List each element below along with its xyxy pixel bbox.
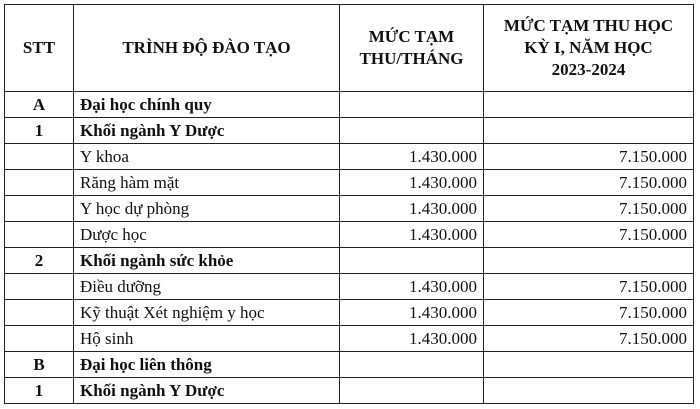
- row-monthly-fee-cell: 1.430.000: [340, 170, 484, 196]
- row-name-cell: Dược học: [74, 222, 340, 248]
- row-semester-fee-cell: 7.150.000: [484, 144, 694, 170]
- tuition-table: [4, 4, 694, 404]
- row-stt-cell: 1: [5, 118, 74, 144]
- row-name-cell: Khối ngành Y Dược: [74, 118, 340, 144]
- row-semester-fee-cell: 7.150.000: [484, 300, 694, 326]
- row-name-cell: Răng hàm mặt: [74, 170, 340, 196]
- row-stt-cell: [5, 144, 74, 170]
- table-header-row: [5, 5, 694, 92]
- row-monthly-fee-cell: 1.430.000: [340, 144, 484, 170]
- row-stt-cell: [5, 274, 74, 300]
- row-name-cell: Điều dưỡng: [74, 274, 340, 300]
- row-stt-cell: [5, 300, 74, 326]
- row-semester-fee-cell: 7.150.000: [484, 326, 694, 352]
- row-name-cell: Khối ngành sức khỏe: [74, 248, 340, 274]
- row-stt-cell: [5, 196, 74, 222]
- row-stt-cell: B: [5, 352, 74, 378]
- row-stt-cell: [5, 222, 74, 248]
- row-semester-fee-cell: [484, 352, 694, 378]
- header-semester-fee-line-2: KỲ I, NĂM HỌC: [524, 38, 653, 57]
- row-monthly-fee-cell: [340, 118, 484, 144]
- row-monthly-fee-cell: [340, 248, 484, 274]
- row-monthly-fee-cell: [340, 92, 484, 118]
- row-monthly-fee-cell: 1.430.000: [340, 222, 484, 248]
- table-row: [5, 378, 694, 404]
- row-name-cell: Y học dự phòng: [74, 196, 340, 222]
- header-semester-fee-line-3: 2023-2024: [551, 60, 626, 79]
- row-semester-fee-cell: [484, 118, 694, 144]
- row-name-cell: Kỹ thuật Xét nghiệm y học: [74, 300, 340, 326]
- row-monthly-fee-cell: 1.430.000: [340, 274, 484, 300]
- row-stt-cell: 1: [5, 378, 74, 404]
- row-stt-cell: 2: [5, 248, 74, 274]
- table-row: [5, 352, 694, 378]
- row-semester-fee-cell: 7.150.000: [484, 222, 694, 248]
- header-monthly-fee: [340, 5, 484, 92]
- row-name-cell: Đại học liên thông: [74, 352, 340, 378]
- table-row: [5, 170, 694, 196]
- row-stt-cell: [5, 170, 74, 196]
- header-monthly-fee-line-2: THU/THÁNG: [359, 49, 464, 68]
- row-name-cell: Hộ sinh: [74, 326, 340, 352]
- row-name-cell: Khối ngành Y Dược: [74, 378, 340, 404]
- row-monthly-fee-cell: [340, 378, 484, 404]
- table-body: [5, 92, 694, 404]
- row-semester-fee-cell: 7.150.000: [484, 196, 694, 222]
- row-semester-fee-cell: 7.150.000: [484, 274, 694, 300]
- header-semester-fee: [484, 5, 694, 92]
- row-monthly-fee-cell: 1.430.000: [340, 326, 484, 352]
- table-row: [5, 222, 694, 248]
- table-row: [5, 118, 694, 144]
- row-name-cell: Y khoa: [74, 144, 340, 170]
- row-stt-cell: [5, 326, 74, 352]
- row-monthly-fee-cell: [340, 352, 484, 378]
- row-semester-fee-cell: [484, 378, 694, 404]
- header-training-level: TRÌNH ĐỘ ĐÀO TẠO: [74, 5, 340, 92]
- row-monthly-fee-cell: 1.430.000: [340, 196, 484, 222]
- row-stt-cell: A: [5, 92, 74, 118]
- row-semester-fee-cell: 7.150.000: [484, 170, 694, 196]
- row-monthly-fee-cell: 1.430.000: [340, 300, 484, 326]
- table-row: [5, 274, 694, 300]
- row-semester-fee-cell: [484, 92, 694, 118]
- table-row: [5, 248, 694, 274]
- table-row: [5, 144, 694, 170]
- header-semester-fee-line-1: MỨC TẠM THU HỌC: [503, 16, 674, 35]
- row-name-cell: Đại học chính quy: [74, 92, 340, 118]
- header-stt: STT: [5, 5, 74, 92]
- table-row: [5, 196, 694, 222]
- header-monthly-fee-line-1: MỨC TẠM: [368, 27, 455, 46]
- table-row: [5, 300, 694, 326]
- row-semester-fee-cell: [484, 248, 694, 274]
- table-row: [5, 326, 694, 352]
- table-row: [5, 92, 694, 118]
